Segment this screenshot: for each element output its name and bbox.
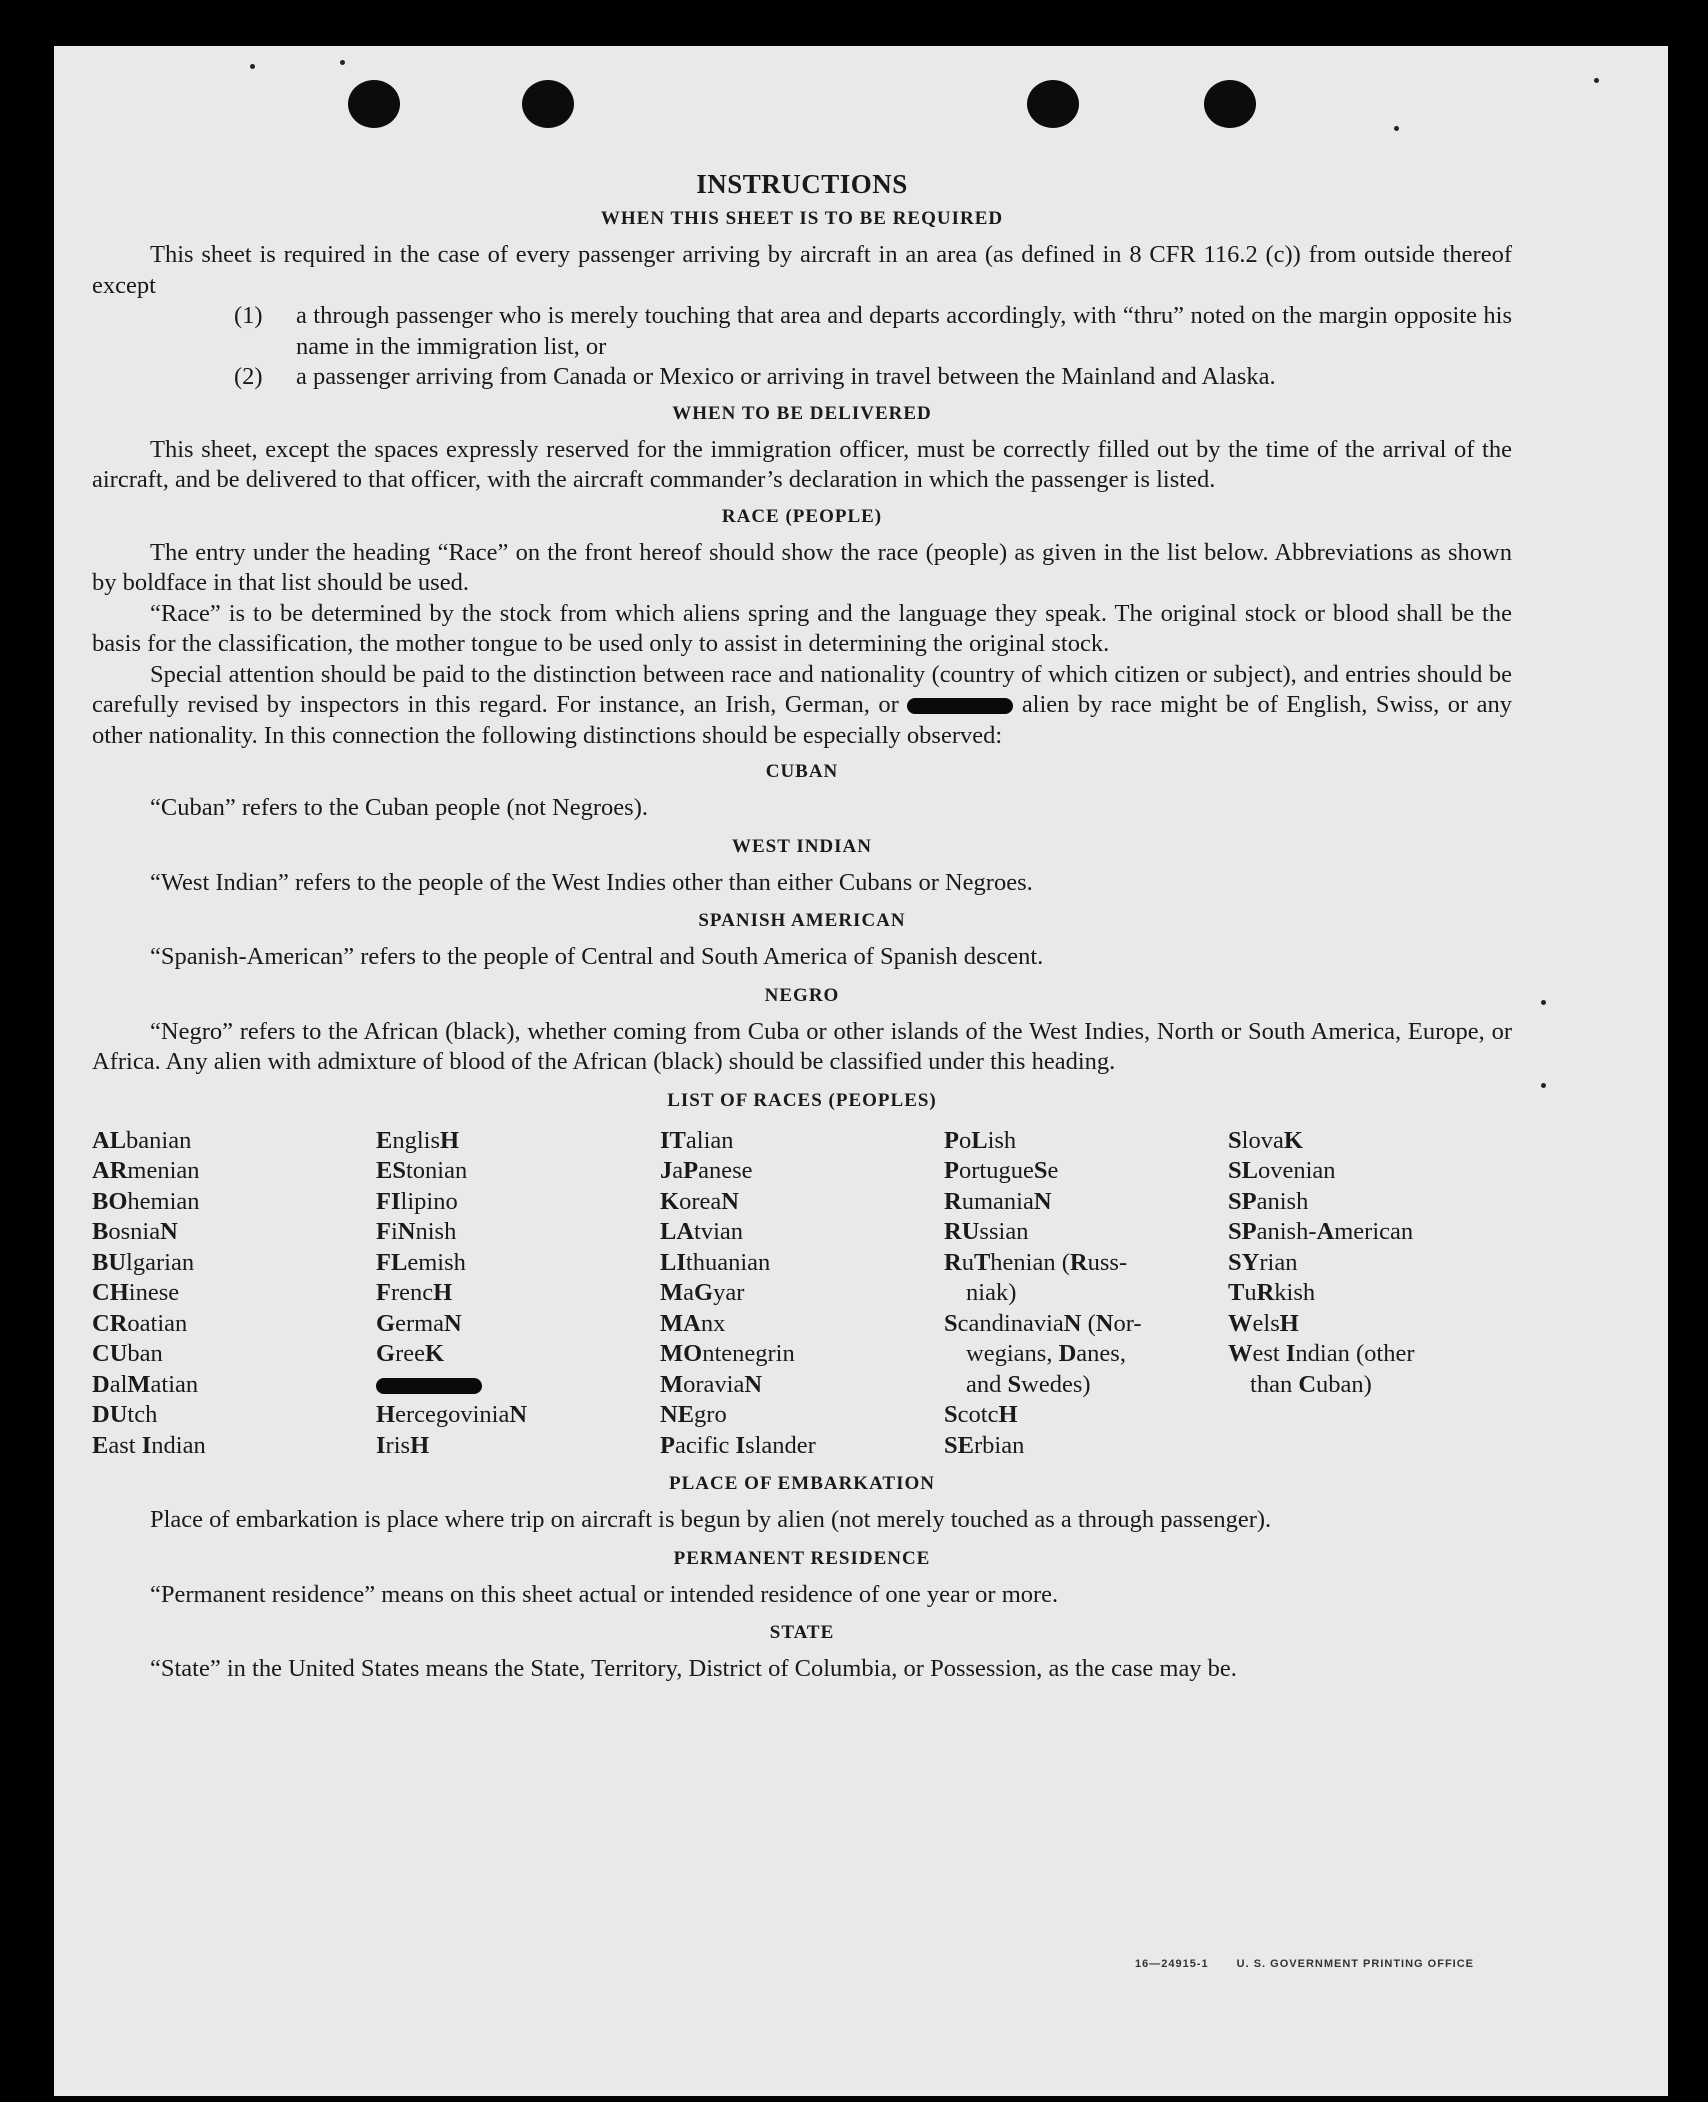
race-item: WelsH <box>1228 1309 1299 1337</box>
race-item: SPanish <box>1228 1187 1309 1215</box>
race-column <box>660 1126 944 1462</box>
paragraph: “Permanent residence” means on this sheet actual or intended residence of one year or more. <box>150 1580 1059 1608</box>
race-item: PoLish <box>944 1126 1017 1154</box>
race-item: ITalian <box>660 1126 734 1154</box>
race-item: ARmenian <box>92 1157 200 1184</box>
section-heading: PERMANENT RESIDENCE <box>673 1547 931 1569</box>
punch-hole <box>1204 80 1256 128</box>
race-list <box>92 1126 1512 1462</box>
race-item: NEgro <box>660 1401 727 1428</box>
redaction-mark <box>907 698 1013 714</box>
race-item: MaGyar <box>660 1279 745 1306</box>
race-item: SLovenian <box>1228 1157 1336 1184</box>
race-item: PortugueSe <box>944 1157 1059 1184</box>
section-heading: RACE (PEOPLE) <box>721 505 883 527</box>
paragraph-part: Special attention should be paid to the distinction between race and nationality (country of which citizen or subject), and entries should be carefully revised by inspectors in this regard. For instance, an Irish, German, or <box>92 660 1512 718</box>
paragraph: This sheet, except the spaces expressly reserved for the immigration officer, must be correctly filled out by the time of the arrival of the aircraft, and be delivered to that officer, with the aircraft commander’s declaration in which the passenger is listed. <box>92 435 1512 493</box>
race-item: MOntenegrin <box>660 1340 795 1367</box>
race-item: BOhemian <box>92 1187 200 1215</box>
race-column <box>944 1126 1228 1462</box>
race-item: GermaN <box>376 1309 462 1337</box>
paragraph: Place of embarkation is place where trip on aircraft is begun by alien (not merely touched as a through passenger). <box>150 1506 1272 1533</box>
punch-hole <box>1027 80 1079 128</box>
race-item: SYrian <box>1228 1248 1298 1276</box>
race-item: LAtvian <box>660 1218 744 1245</box>
speck <box>250 64 255 69</box>
race-column <box>376 1126 660 1462</box>
item-text: a through passenger who is merely touching that area and departs accordingly, with “thru” noted on the margin opposite his name in the immigration list, or <box>296 302 1512 360</box>
section-heading: CUBAN <box>765 761 839 782</box>
paragraph: “West Indian” refers to the people of the West Indies other than either Cubans or Negroes. <box>150 868 1033 896</box>
paragraph-part: alien by race might be of English, Swiss, or any other nationality. In this connection the following distinctions should be especially observed: <box>92 691 1512 749</box>
race-item: CHinese <box>92 1279 180 1306</box>
race-item: ALbanian <box>92 1126 192 1154</box>
punch-hole <box>522 80 574 128</box>
race-item: CUban <box>92 1340 163 1367</box>
paragraph: This sheet is required in the case of every passenger arriving by aircraft in an area (as defined in 8 CFR 116.2 (c)) from outside thereof except <box>92 241 1512 299</box>
form-number: 16—24915-1 <box>1134 1958 1209 1970</box>
race-item: IrisH <box>376 1431 430 1459</box>
document-sheet <box>54 46 1668 2096</box>
speck <box>1394 126 1399 131</box>
race-item: LIthuanian <box>660 1248 771 1276</box>
footer-imprint <box>1111 1958 1474 1970</box>
race-column <box>92 1126 376 1462</box>
section-heading: NEGRO <box>764 984 840 1006</box>
page-title: INSTRUCTIONS <box>696 169 908 199</box>
race-item: MAnx <box>660 1309 726 1337</box>
race-item: ScotcH <box>944 1401 1018 1428</box>
speck <box>1541 1000 1546 1005</box>
race-item: EStonian <box>376 1157 468 1184</box>
list-item <box>92 362 1512 393</box>
race-item: SErbian <box>944 1431 1025 1459</box>
paragraph: “State” in the United States means the State, Territory, District of Columbia, or Possession, as the case may be. <box>150 1655 1237 1682</box>
race-item-continued: niak) <box>966 1279 1017 1306</box>
punch-hole <box>348 80 400 128</box>
paragraph: “Race” is to be determined by the stock from which aliens spring and the language they speak. The original stock or blood shall be the basis for the classification, the mother tongue to be used only to assist in determining the original stock. <box>92 599 1512 657</box>
race-item: ScandinaviaN (Nor- <box>944 1309 1142 1337</box>
paragraph: The entry under the heading “Race” on the front hereof should show the race (people) as given in the list below. Abbreviations as shown by boldface in that list should be used. <box>92 538 1512 596</box>
paragraph: “Cuban” refers to the Cuban people (not Negroes). <box>150 794 648 821</box>
paragraph <box>92 660 1512 752</box>
speck <box>340 60 345 65</box>
race-item: BUlgarian <box>92 1248 195 1276</box>
section-heading: PLACE OF EMBARKATION <box>669 1473 935 1494</box>
printer-imprint: U. S. GOVERNMENT PRINTING OFFICE <box>1236 1958 1474 1970</box>
race-column <box>1228 1126 1512 1462</box>
speck <box>1541 1083 1546 1088</box>
list-item <box>92 301 1512 362</box>
race-item: West Indian (other <box>1228 1340 1415 1367</box>
race-item: HercegoviniaN <box>376 1401 528 1428</box>
race-item-continued: wegians, Danes, <box>966 1340 1126 1367</box>
item-number: (1) <box>234 302 263 329</box>
race-item: TuRkish <box>1228 1279 1316 1306</box>
race-item: FLemish <box>376 1248 466 1276</box>
race-item: SlovaK <box>1228 1126 1303 1154</box>
race-item: MoraviaN <box>660 1370 763 1398</box>
item-number: (2) <box>234 363 263 390</box>
section-heading: WHEN TO BE DELIVERED <box>672 402 932 424</box>
item-text: a passenger arriving from Canada or Mexico or arriving in travel between the Mainland and Alaska. <box>296 363 1276 390</box>
race-item: RuThenian (Russ- <box>944 1248 1128 1276</box>
race-item: JaPanese <box>660 1157 753 1184</box>
race-item: CRoatian <box>92 1309 188 1337</box>
race-item: KoreaN <box>660 1187 739 1215</box>
section-heading: WHEN THIS SHEET IS TO BE REQUIRED <box>600 208 1004 229</box>
race-item-continued: than Cuban) <box>1250 1370 1372 1398</box>
race-item: FrencH <box>376 1279 453 1306</box>
race-item: DUtch <box>92 1401 158 1428</box>
redaction-mark <box>376 1378 482 1394</box>
race-item: DalMatian <box>92 1370 199 1398</box>
section-heading: SPANISH AMERICAN <box>698 910 906 931</box>
section-heading: WEST INDIAN <box>732 835 872 857</box>
section-heading: LIST OF RACES (PEOPLES) <box>667 1089 937 1111</box>
paragraph: “Negro” refers to the African (black), whether coming from Cuba or other islands of the West Indies, North or South America, Europe, or Africa. Any alien with admixture of blood of the African (black) should be classified under this heading. <box>92 1017 1512 1075</box>
race-item: GreeK <box>376 1340 445 1367</box>
race-item-continued: and Swedes) <box>966 1370 1091 1398</box>
race-item: BosniaN <box>92 1218 178 1245</box>
race-item: RUssian <box>944 1218 1029 1245</box>
speck <box>1594 78 1599 83</box>
race-item: Pacific Islander <box>660 1431 816 1459</box>
race-item: RumaniaN <box>944 1187 1052 1215</box>
race-item: East Indian <box>92 1431 206 1459</box>
race-item: SPanish-American <box>1228 1218 1414 1245</box>
race-item: FiNnish <box>376 1218 457 1245</box>
paragraph: “Spanish-American” refers to the people of Central and South America of Spanish descent. <box>150 943 1044 970</box>
race-item-redacted <box>376 1370 660 1401</box>
section-heading: STATE <box>769 1622 835 1643</box>
race-item: FIlipino <box>376 1187 458 1215</box>
race-item: EnglisH <box>376 1126 460 1154</box>
